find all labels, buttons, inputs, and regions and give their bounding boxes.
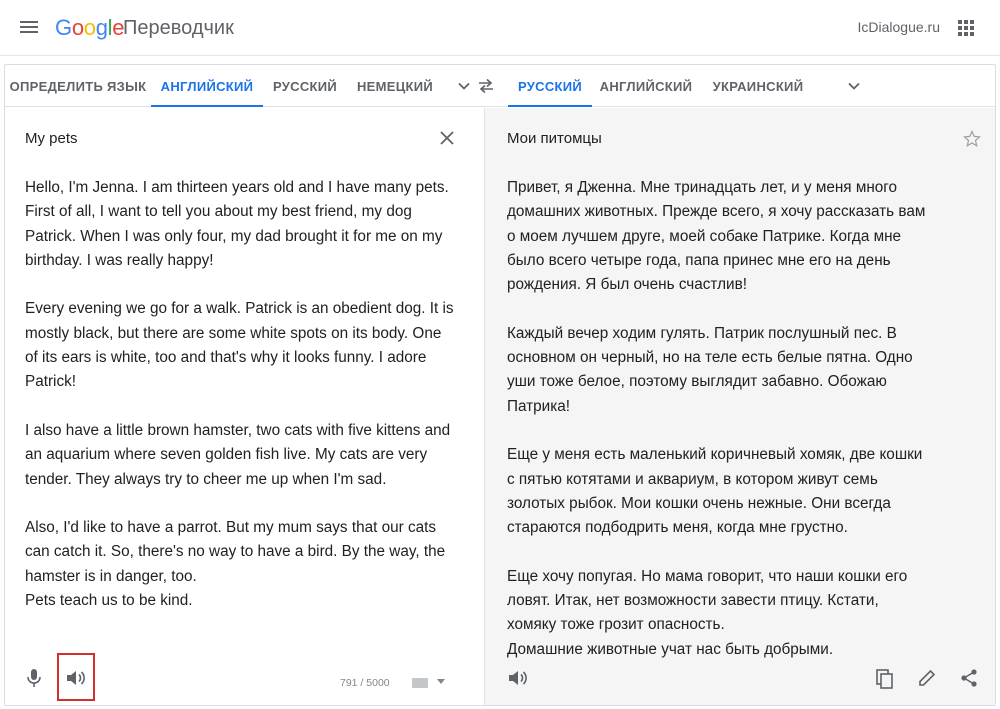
share-icon[interactable] xyxy=(959,668,979,688)
logo-letter: o xyxy=(71,15,84,40)
swap-languages-icon[interactable] xyxy=(477,77,495,95)
source-text-input[interactable]: Hello, I'm Jenna. I am thirteen years old and I have many pets. First of all, I want to tell you about my best friend, my dog Patrick. When I was only four, my dad brought it for me on my birthday. I was really happy! Every evening we go for a walk. Patrick is an obedient dog. It is mostly black, but there are some white spots on its body. One of its ears is white, too and that's why it looks funny. I adore Patrick! I also have a little brown hamster, two cats with five kittens and an aquarium where seven golden fish live. My cats are very tender. They always try to cheer me up when I'm sad. Also, I'd like to have a parrot. But my mum says that our cats can catch it. So, there's no way to have a bird. By the way, the hamster is in danger, too. Pets teach us to be kind. xyxy=(25,179,454,610)
tab-source-english[interactable]: АНГЛИЙСКИЙ xyxy=(151,65,263,107)
top-bar xyxy=(0,0,1000,56)
tab-detect-language[interactable]: ОПРЕДЕЛИТЬ ЯЗЫК xyxy=(9,79,147,94)
star-icon[interactable] xyxy=(963,130,981,148)
site-watermark: IcDialogue.ru xyxy=(857,19,940,35)
google-logo[interactable] xyxy=(55,15,124,41)
close-icon[interactable] xyxy=(439,130,455,146)
translator-card xyxy=(4,64,996,706)
microphone-icon[interactable] xyxy=(25,668,43,688)
edit-icon[interactable] xyxy=(917,668,937,688)
tab-target-english[interactable]: АНГЛИЙСКИЙ xyxy=(599,79,693,94)
speaker-icon[interactable] xyxy=(507,668,529,688)
character-counter: 791 / 5000 xyxy=(340,677,390,689)
source-pane[interactable] xyxy=(5,108,484,705)
source-title[interactable]: My pets xyxy=(25,130,78,147)
product-name: Переводчик xyxy=(123,17,234,39)
logo-letter: g xyxy=(95,15,108,40)
keyboard-icon[interactable] xyxy=(412,678,428,688)
logo-letter: l xyxy=(107,15,113,40)
chevron-down-icon[interactable] xyxy=(457,79,471,93)
speaker-icon[interactable] xyxy=(65,668,87,688)
copy-icon[interactable] xyxy=(875,668,895,690)
tab-source-russian[interactable]: РУССКИЙ xyxy=(272,79,338,94)
language-bar xyxy=(5,65,995,107)
target-title: Мои питомцы xyxy=(507,130,602,147)
menu-icon[interactable] xyxy=(20,18,40,38)
logo-letter: G xyxy=(55,15,72,40)
translation-text: Привет, я Дженна. Мне тринадцать лет, и у меня много домашних животных. Прежде всего, я хочу рассказать вам о моем лучшем друге, моей собаке Патрике. Когда мне было всего четыре года, папа принес мне его на день рождения. Я был очень счастлив! Каждый вечер ходим гулять. Патрик послушный пес. В основном он черный, но на теле есть белые пятна. Одно уши тоже белое, поэтому выглядит забавно. Обожаю Патрика! Еще у меня есть маленький коричневый хомяк, две кошки с пятью котятами и аквариум, в котором живут семь золотых рыбок. Мои кошки очень нежные. Они всегда стараются подбодрить меня, когда мне грустно. Еще хочу попугая. Но мама говорит, что наши кошки его ловят. Итак, нет возможности завести птицу. Кстати, хомяку тоже грозит опасность. Домашние животные учат нас быть добрыми. xyxy=(507,179,926,658)
tab-source-german[interactable]: НЕМЕЦКИЙ xyxy=(356,79,434,94)
logo-letter: o xyxy=(83,15,96,40)
apps-icon[interactable] xyxy=(958,20,974,36)
chevron-down-icon[interactable] xyxy=(847,79,861,93)
caret-down-icon[interactable] xyxy=(437,679,445,684)
tab-target-ukrainian[interactable]: УКРАИНСКИЙ xyxy=(712,79,804,94)
tab-target-russian[interactable]: РУССКИЙ xyxy=(508,65,592,107)
logo-letter: e xyxy=(112,15,125,40)
target-pane xyxy=(484,108,995,705)
